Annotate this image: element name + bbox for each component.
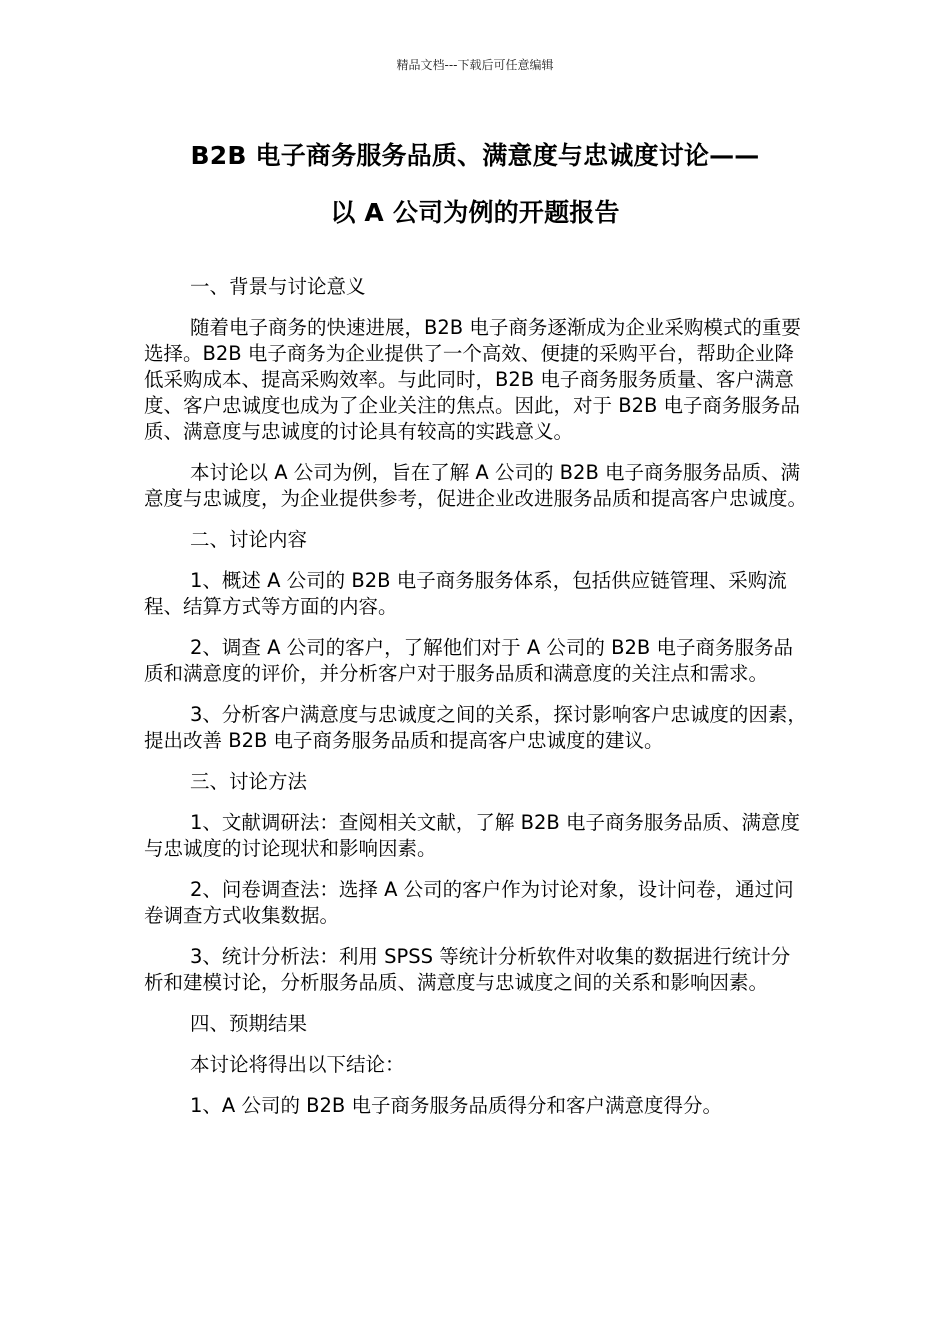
section-heading-methods: 三、讨论方法: [190, 770, 308, 793]
result-item-1: 1、A 公司的 B2B 电子商务服务品质得分和客户满意度得分。: [190, 1094, 723, 1117]
document-title-line-1: B2B 电子商务服务品质、满意度与忠诚度讨论——: [190, 141, 760, 170]
paragraph-purpose: 本讨论以 A 公司为例，旨在了解 A 公司的 B2B 电子商务服务品质、满意度与忠诚度，为企业提供参考，促进企业改进服务品质和提高客户忠诚度。: [144, 461, 808, 510]
content-item-1: 1、概述 A 公司的 B2B 电子商务服务体系，包括供应链管理、采购流程、结算方式等方面的内容。: [144, 569, 787, 618]
paragraph-background: 随着电子商务的快速进展，B2B 电子商务逐渐成为企业采购模式的重要选择。B2B 电子商务为企业提供了一个高效、便捷的采购平台，帮助企业降低采购成本、提高采购效率。与此同时，B2B 电子商务服务质量、客户满意度、客户忠诚度也成为了企业关注的焦点。因此，对于 B2B 电子商务服务品质、满意度与忠诚度的讨论具有较高的实践意义。: [144, 316, 801, 443]
section-heading-background: 一、背景与讨论意义: [190, 275, 366, 298]
paragraph-results-intro: 本讨论将得出以下结论：: [190, 1053, 405, 1076]
content-item-2: 2、调查 A 公司的客户，了解他们对于 A 公司的 B2B 电子商务服务品质和满意度的评价，并分析客户对于服务品质和满意度的关注点和需求。: [144, 636, 793, 685]
document-body: [144, 274, 808, 1134]
method-item-1: 1、文献调研法：查阅相关文献，了解 B2B 电子商务服务品质、满意度与忠诚度的讨论现状和影响因素。: [144, 811, 800, 860]
method-item-2: 2、问卷调查法：选择 A 公司的客户作为讨论对象，设计问卷，通过问卷调查方式收集数据。: [144, 878, 794, 927]
section-heading-results: 四、预期结果: [190, 1012, 308, 1035]
page-header-note: 精品文档---下载后可任意编辑: [396, 58, 554, 72]
content-item-3: 3、分析客户满意度与忠诚度之间的关系，探讨影响客户忠诚度的因素，提出改善 B2B 电子商务服务品质和提高客户忠诚度的建议。: [144, 703, 807, 752]
section-heading-content: 二、讨论内容: [190, 528, 308, 551]
document-title-line-2: 以 A 公司为例的开题报告: [330, 198, 620, 227]
method-item-3: 3、统计分析法：利用 SPSS 等统计分析软件对收集的数据进行统计分析和建模讨论，分析服务品质、满意度与忠诚度之间的关系和影响因素。: [144, 945, 791, 994]
